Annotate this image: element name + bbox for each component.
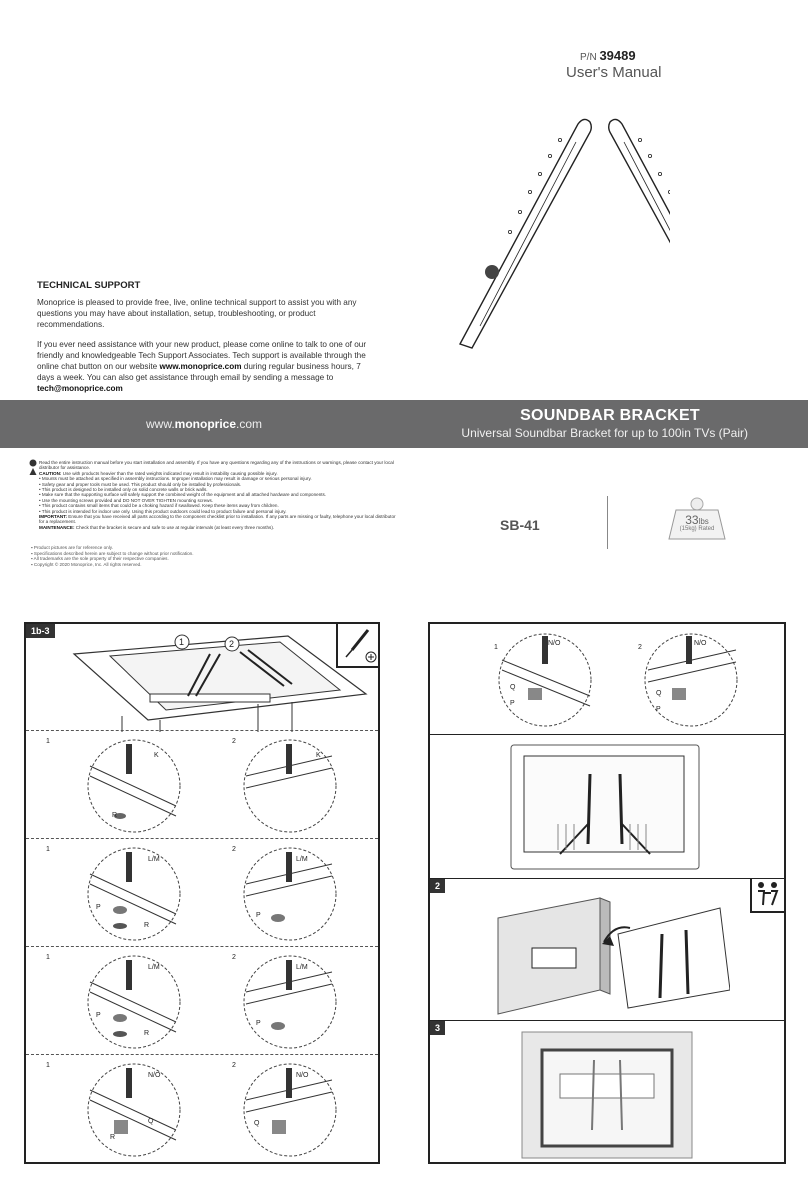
step-label: 2	[430, 879, 445, 893]
weight-number: 33	[685, 513, 699, 527]
part-label: L/M	[296, 856, 308, 863]
legal-notes	[31, 545, 281, 567]
manual-label: User's Manual	[566, 64, 662, 81]
part-label: N/O	[548, 640, 561, 647]
legal-note-text: Specifications described herein are subject to change without prior notification.	[33, 550, 194, 556]
product-title: SOUNDBAR BRACKET	[520, 407, 700, 424]
detail-row	[26, 1058, 378, 1162]
part-label: P	[256, 1020, 261, 1027]
detail-circle	[232, 736, 342, 836]
maintenance-line	[39, 525, 400, 530]
part-label: R	[144, 1030, 150, 1037]
step-number: 2	[232, 954, 236, 961]
warning-intro: Read the entire instruction manual before you start installation and assembly. If you have any questions regarding any of the instructions or warnings, please contact your local distributor for assistance.	[39, 460, 394, 471]
technical-support-para2	[37, 339, 367, 394]
support-email-link[interactable]: tech@monoprice.com	[37, 384, 123, 393]
detail-circle	[636, 630, 746, 730]
instruction-panel-left	[24, 622, 380, 1164]
step-number: 1	[46, 954, 50, 961]
detail-circle	[232, 1060, 342, 1160]
part-label: Q	[510, 684, 516, 691]
part-label: K	[154, 752, 159, 759]
step-number: 1	[46, 1062, 50, 1069]
part-label: R	[144, 922, 150, 929]
weight-kg: (15kg) Rated	[679, 526, 715, 532]
part-label: P	[96, 904, 101, 911]
legal-note: ▪ Copyright © 2020 Monoprice, Inc. All rights reserved.	[31, 561, 142, 567]
weight-rating-badge	[668, 496, 726, 540]
warning-item: • This product is designed to be installed only on solid concrete walls or brick walls.	[39, 487, 208, 493]
step-label: 1b-3	[26, 624, 55, 638]
warning-item: • This product is intended for indoor use only. Using this product outdoors could lead to product failure and personal injury.	[39, 508, 287, 514]
step-number: 1	[46, 846, 50, 853]
section-divider	[430, 734, 784, 735]
divider	[607, 496, 608, 549]
website-label[interactable]	[146, 417, 262, 431]
technical-support-heading: TECHNICAL SUPPORT	[37, 280, 141, 291]
part-label: K	[316, 752, 321, 759]
section-divider	[430, 1020, 784, 1021]
detail-circle	[232, 844, 342, 944]
instruction-panel-right	[428, 622, 786, 1164]
part-label: R	[110, 1134, 116, 1141]
two-people-icon	[752, 879, 782, 909]
legal-note-text: All trademarks are the sole property of their respective companies.	[33, 556, 169, 562]
important-text: Ensure that you have received all parts according to the component checklist prior to installation. If any parts are missing or faulty, telephone your local distributor for a replacement.	[39, 514, 396, 525]
section-divider	[26, 730, 378, 731]
warning-item: • Use the mounting screws provided and DO NOT OVER TIGHTEN mounting screws.	[39, 497, 214, 503]
detail-circle	[76, 1060, 186, 1160]
step-label: 3	[430, 1021, 445, 1035]
bracket-product-illustration	[450, 112, 670, 352]
part-label: P	[256, 912, 261, 919]
part-label: R	[112, 812, 118, 819]
detail-circle	[76, 844, 186, 944]
screwdriver-tool-box	[336, 624, 380, 668]
legal-note: ▪ Specifications described herein are subject to change without prior notification.	[31, 550, 194, 556]
detail-row	[26, 950, 378, 1054]
part-number-value: 39489	[599, 48, 636, 63]
technical-support-para1: Monoprice is pleased to provide free, live, online technical support to assist you with any questions you may have about installation, setup, troubleshooting, or product recommendations.	[37, 298, 357, 329]
tv-back-assembled-illustration	[510, 744, 700, 870]
part-number	[580, 48, 636, 63]
product-subtitle: Universal Soundbar Bracket for up to 100in TVs (Pair)	[461, 426, 748, 440]
technical-support-section	[37, 280, 367, 403]
detail-circle	[76, 952, 186, 1052]
support-text-b: during regular business hours, 7 days a week. You can also get assistance through email by sending a message to	[37, 362, 361, 382]
two-person-icon-box	[750, 879, 784, 913]
part-label: N/O	[296, 1072, 309, 1079]
step-number: 2	[232, 738, 236, 745]
legal-note: ▪ All trademarks are the sole property of their respective companies.	[31, 556, 169, 562]
part-label: L/M	[148, 856, 160, 863]
warning-item: • Safety gear and proper tools must be used. This product should only be installed by professionals.	[39, 481, 242, 487]
model-number: SB-41	[500, 517, 540, 533]
part-label: P	[510, 700, 515, 707]
section-divider	[26, 838, 378, 839]
callout-2: 2	[229, 639, 235, 649]
legal-note: ▪ Product pictures are for reference only.	[31, 545, 113, 550]
detail-row	[26, 734, 378, 838]
part-label: Q	[656, 690, 662, 697]
detail-row	[26, 842, 378, 946]
legal-note-text: Copyright © 2020 Monoprice, Inc. All rights reserved.	[33, 561, 142, 567]
weight-unit: lbs	[698, 517, 709, 526]
legal-note-text: Product pictures are for reference only.	[33, 545, 113, 550]
website-brand: monoprice	[174, 417, 237, 431]
wall-mount-illustration	[490, 894, 730, 1018]
tv-on-table-illustration	[70, 632, 370, 734]
part-label: Q	[148, 1118, 154, 1125]
detail-circle	[76, 736, 186, 836]
detail-circle	[232, 952, 342, 1052]
warning-item: • Mounts must be attached as specified in assembly instructions. Improper installation may result in damage or serious personal injury.	[39, 476, 312, 482]
part-label: N/O	[148, 1072, 161, 1079]
callout-1: 1	[179, 637, 185, 647]
website-suffix: .com	[236, 417, 263, 431]
warning-item: • Make sure that the supporting surface will safely support the combined weight of the equipment and all attached hardware and components.	[39, 492, 327, 498]
caution-text: Use with products heavier than the rated weights indicated may result in instability causing possible injury.	[61, 470, 278, 476]
section-divider	[430, 878, 784, 879]
step-number: 1	[46, 738, 50, 745]
warning-item: • This product contains small items that could be a choking hazard if swallowed. Keep these items away from children.	[39, 503, 279, 509]
detail-circle	[490, 630, 600, 730]
part-label: N/O	[694, 640, 707, 647]
step-number: 1	[494, 644, 498, 651]
section-divider	[26, 1054, 378, 1055]
mounted-tv-illustration	[520, 1030, 694, 1160]
title-banner	[0, 400, 808, 448]
website-prefix: www.	[146, 417, 175, 431]
step-number: 2	[638, 644, 642, 651]
part-label: L/M	[296, 964, 308, 971]
section-divider	[26, 946, 378, 947]
step-number: 2	[232, 1062, 236, 1069]
part-label: Q	[254, 1120, 260, 1127]
part-label: P	[96, 1012, 101, 1019]
important-label: IMPORTANT:	[39, 514, 67, 520]
screwdriver-icon	[338, 624, 378, 664]
maintenance-label: MAINTENANCE:	[39, 524, 75, 530]
caution-label: CAUTION:	[39, 470, 62, 476]
part-label: P	[656, 706, 661, 713]
maintenance-text: Check that the bracket is secure and safe to use at regular intervals (at least every three months).	[74, 524, 275, 530]
support-website-link[interactable]: www.monoprice.com	[159, 362, 242, 371]
part-label: L/M	[148, 964, 160, 971]
support-text-a: If you ever need assistance with your new product, please come online to talk to one of our friendly and knowledgeable Tech Support Associates. Tech support is available through the online chat button on our website	[37, 340, 367, 371]
safety-warnings	[30, 460, 400, 530]
part-number-prefix: P/N	[580, 52, 597, 63]
step-number: 2	[232, 846, 236, 853]
important-line	[39, 514, 400, 525]
